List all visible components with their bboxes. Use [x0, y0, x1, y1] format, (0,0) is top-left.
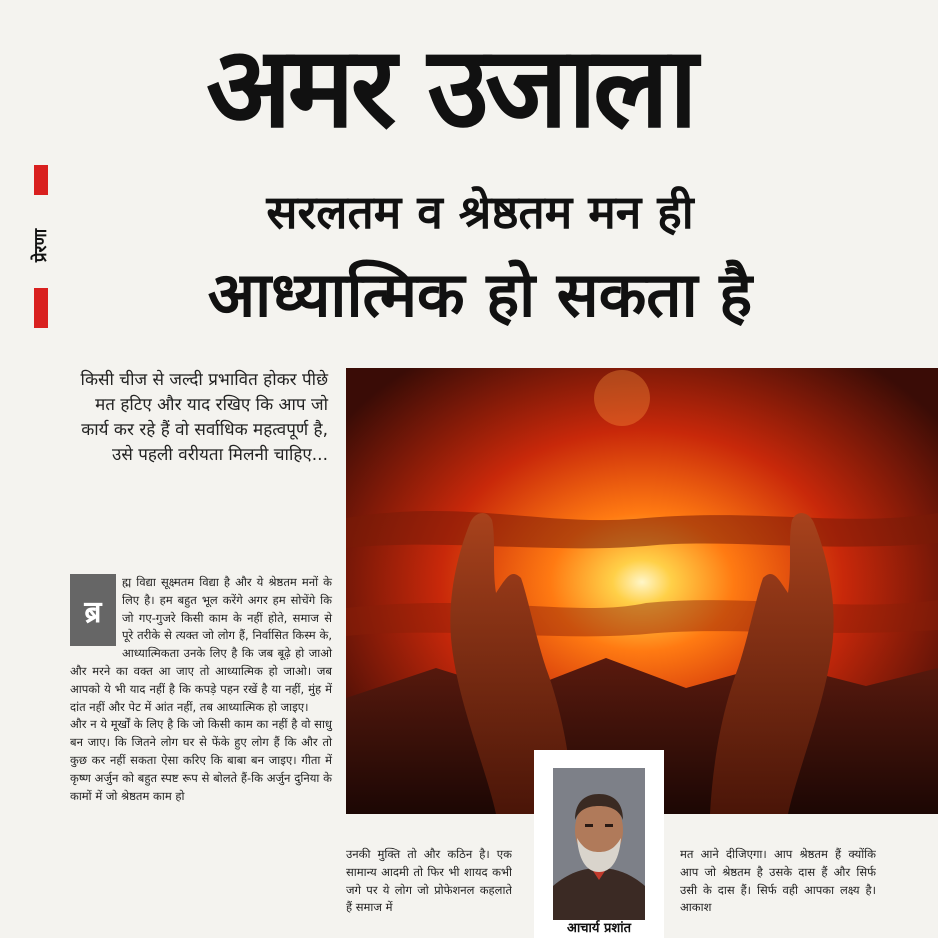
portrait-caption: आचार्य प्रशांत	[567, 921, 631, 936]
section-label	[15, 205, 65, 285]
article-body-middle: उनकी मुक्ति तो और कठिन है। एक सामान्य आदमी तो फिर भी शायद कभी जगे पर ये लोग जो प्रोफेशनल कहलाते हैं समाज में	[346, 847, 512, 915]
article-body-right: मत आने दीजिएगा। आप श्रेष्ठतम हैं क्योंकि आप जो श्रेष्ठतम है उसके दास हैं और सिर्फ उसी के दास हैं। सिर्फ वही आपका लक्ष्य है। आकाश	[680, 847, 876, 915]
standfirst: किसी चीज से जल्दी प्रभावित होकर पीछे मत हटिए और याद रखिए कि आप जो कार्य कर रहे हैं वो सर्वाधिक महत्वपूर्ण है, उसे पहली वरीयता मिलनी चाहिए...	[80, 370, 328, 465]
section-bar-top	[34, 165, 48, 195]
dropcap: ब्र	[70, 574, 116, 646]
portrait-eye-right	[605, 824, 613, 827]
author-portrait-illustration	[553, 768, 645, 920]
sunrise-hands-photo	[346, 368, 938, 814]
lens-flare	[594, 370, 650, 426]
article-para-2: और न ये मूर्खों के लिए है कि जो किसी काम का नहीं है वो साधु बन जाए। कि जितने लोग घर से फेंके हुए लोग हैं कि और तो कुछ कर नहीं सकता ऐसा करिए कि बाबा बन जाइए। गीता में कृष्ण अर्जुन को बहुत स्पष्ट रूप से बोलते हैं-कि अर्जुन दुनिया के कामों में जो श्रेष्ठतम काम हो	[70, 717, 332, 803]
cloud-band-lower	[346, 600, 938, 636]
section-label-text: प्रेरणा	[31, 228, 52, 262]
article-para-1: ह्म विद्या सूक्ष्मतम विद्या है और ये श्रेष्ठतम मनों के लिए है। हम बहुत भूल करेंगे अगर हम सोचेंगे कि जो गए-गुजरे किसी काम के नहीं होते, समाज से पूरे तरीके से त्यक्त जो लोग हैं, निर्वासित किस्म के, आध्यात्मिकता उनके लिए है कि जब बूढ़े हो जाओ और मरने का वक्त आ जाए तो आध्यात्मिक हो जाओ। जब आपको ये भी याद नहीं है कि कपड़े पहन रखें है या नहीं, मुंह में दांत नहीं और पेट में आंत नहीं, तब आध्यात्मिक हो जाइए।	[70, 575, 332, 714]
masthead-title: अमर उजाला	[206, 23, 694, 153]
portrait-eye-left	[585, 824, 593, 827]
section-bar-bottom	[34, 288, 48, 328]
author-portrait-photo	[553, 768, 645, 920]
headline-line-2: आध्यात्मिक हो सकता है	[207, 258, 753, 331]
headline-line-1: सरलतम व श्रेष्ठतम मन ही	[266, 185, 694, 239]
sunrise-hands-illustration	[346, 368, 938, 814]
